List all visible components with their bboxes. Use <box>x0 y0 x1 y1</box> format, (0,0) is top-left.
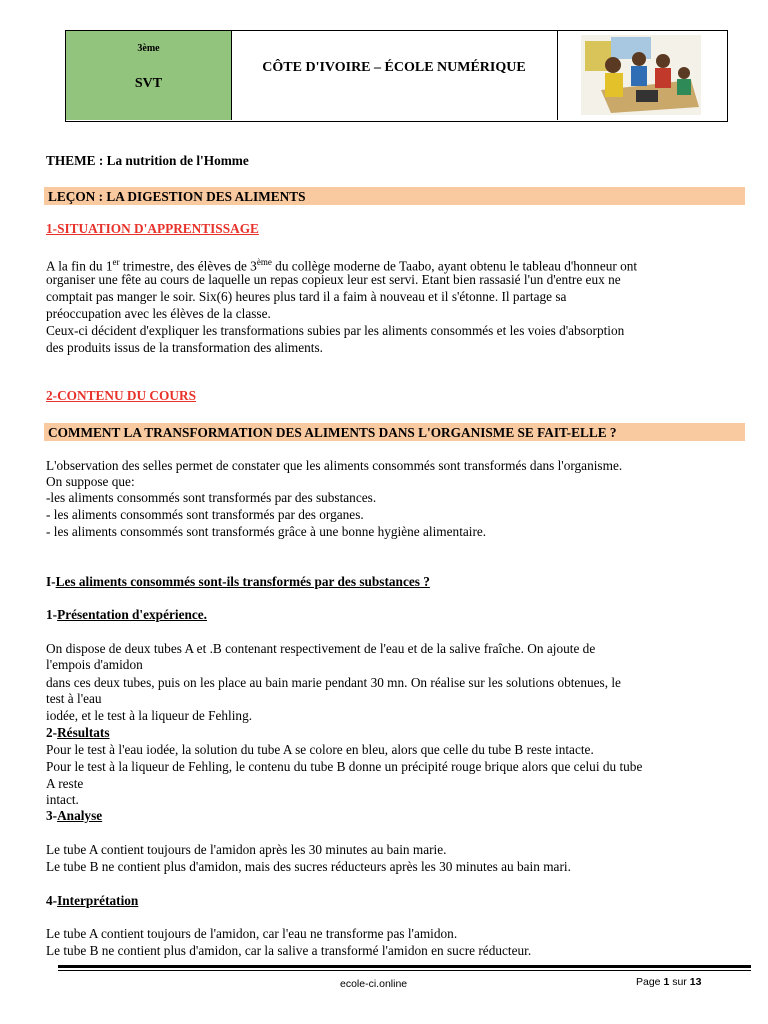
school-title: CÔTE D'IVOIRE – ÉCOLE NUMÉRIQUE <box>262 60 526 75</box>
resultats-title: Résultats <box>57 725 110 740</box>
situation-line-6: des produits issus de la transformation des aliments. <box>46 340 323 355</box>
interpretation-line-2: Le tube B ne contient plus d'amidon, car la salive a transformé l'amidon en sucre réducteur. <box>46 943 532 958</box>
analyse-title: Analyse <box>57 808 103 823</box>
interpretation-num: 4- <box>46 893 58 908</box>
interpretation-line-1: Le tube A contient toujours de l'amidon, car l'eau ne transforme pas l'amidon. <box>46 926 458 941</box>
part-1-prefix: I- <box>46 574 56 589</box>
grade-label: 3ème <box>137 43 160 54</box>
footer-rule-thick <box>58 965 751 968</box>
situation-line-3: comptait pas manger le soir. Six(6) heures plus tard il a faim à nouveau et il s'étonne. Il partage sa <box>46 289 567 304</box>
observation-line-3: -les aliments consommés sont transformés par des substances. <box>46 490 377 505</box>
experience-title: Présentation d'expérience. <box>57 607 207 622</box>
observation-line-1: L'observation des selles permet de constater que les aliments consommés sont transformés dans l'organisme. <box>46 458 623 473</box>
sup-er: er <box>112 257 120 267</box>
experience-heading <box>46 606 207 623</box>
analyse-heading <box>46 807 102 824</box>
subject-label: SVT <box>134 76 163 91</box>
resultats-line-4: intact. <box>46 792 79 807</box>
part-1-title: Les aliments consommés sont-ils transformés par des substances ? <box>55 574 430 589</box>
situation-text-b: trimestre, des élèves de 3 <box>119 258 257 274</box>
observation-line-4: - les aliments consommés sont transformés par des organes. <box>46 507 364 522</box>
experience-line-2: l'empois d'amidon <box>46 657 143 672</box>
experience-line-1: On dispose de deux tubes A et .B contenant respectivement de l'eau et de la salive fraîche. On ajoute de <box>46 641 596 656</box>
situation-line-5: Ceux-ci décident d'expliquer les transformations subies par les aliments consommés et les voies d'absorption <box>46 323 625 338</box>
situation-text-a: A la fin du 1 <box>46 258 113 274</box>
resultats-line-2: Pour le test à la liqueur de Fehling, le contenu du tube B donne un précipité rouge brique alors que celui du tube <box>46 759 643 774</box>
part-1-heading <box>46 573 430 590</box>
experience-num: 1- <box>46 607 58 622</box>
section-2-title: 2-CONTENU DU COURS <box>46 388 196 403</box>
footer-site: ecole-ci.online <box>340 978 408 990</box>
page-total: 13 <box>689 976 702 988</box>
sup-eme: ème <box>256 257 272 267</box>
situation-text-c: du collège moderne de Taabo, ayant obtenu le tableau d'honneur ont <box>271 258 638 274</box>
section-1-title: 1-SITUATION D'APPRENTISSAGE <box>46 221 259 236</box>
interpretation-heading <box>46 892 138 909</box>
observation-line-2: On suppose que: <box>46 474 135 489</box>
situation-line-2: organiser une fête au cours de laquelle un repas copieux leur est servi. Etant bien rassasié l'un d'entre eux ne <box>46 272 621 287</box>
resultats-heading <box>46 724 110 741</box>
lesson-title: LEÇON : LA DIGESTION DES ALIMENTS <box>48 189 306 204</box>
page-sep: sur <box>672 976 687 988</box>
header-image-cell <box>557 31 725 120</box>
students-illustration <box>581 35 701 115</box>
theme-line: THEME : La nutrition de l'Homme <box>46 153 249 168</box>
resultats-line-1: Pour le test à l'eau iodée, la solution du tube A se colore en bleu, alors que celle du tube B reste intacte. <box>46 742 594 757</box>
experience-line-4: test à l'eau <box>46 691 102 706</box>
resultats-num: 2- <box>46 725 58 740</box>
footer-rule-thin <box>58 970 751 971</box>
page-label: Page <box>636 976 661 988</box>
analyse-line-2: Le tube B ne contient plus d'amidon, mais des sucres réducteurs après les 30 minutes au bain mari. <box>46 859 571 874</box>
page-current: 1 <box>663 976 670 988</box>
experience-line-3: dans ces deux tubes, puis on les place au bain marie pendant 30 mn. On réalise sur les solutions obtenues, le <box>46 675 621 690</box>
situation-line-4: préoccupation avec les élèves de la classe. <box>46 306 271 321</box>
analyse-num: 3- <box>46 808 58 823</box>
resultats-line-3: A reste <box>46 776 84 791</box>
experience-line-5: iodée, et le test à la liqueur de Fehling. <box>46 708 253 723</box>
footer-page-number <box>636 976 701 988</box>
interpretation-title: Interprétation <box>57 893 139 908</box>
question-title: COMMENT LA TRANSFORMATION DES ALIMENTS DANS L'ORGANISME SE FAIT-ELLE ? <box>48 425 617 440</box>
observation-line-5: - les aliments consommés sont transformés grâce à une bonne hygiène alimentaire. <box>46 524 487 539</box>
analyse-line-1: Le tube A contient toujours de l'amidon après les 30 minutes au bain marie. <box>46 842 447 857</box>
